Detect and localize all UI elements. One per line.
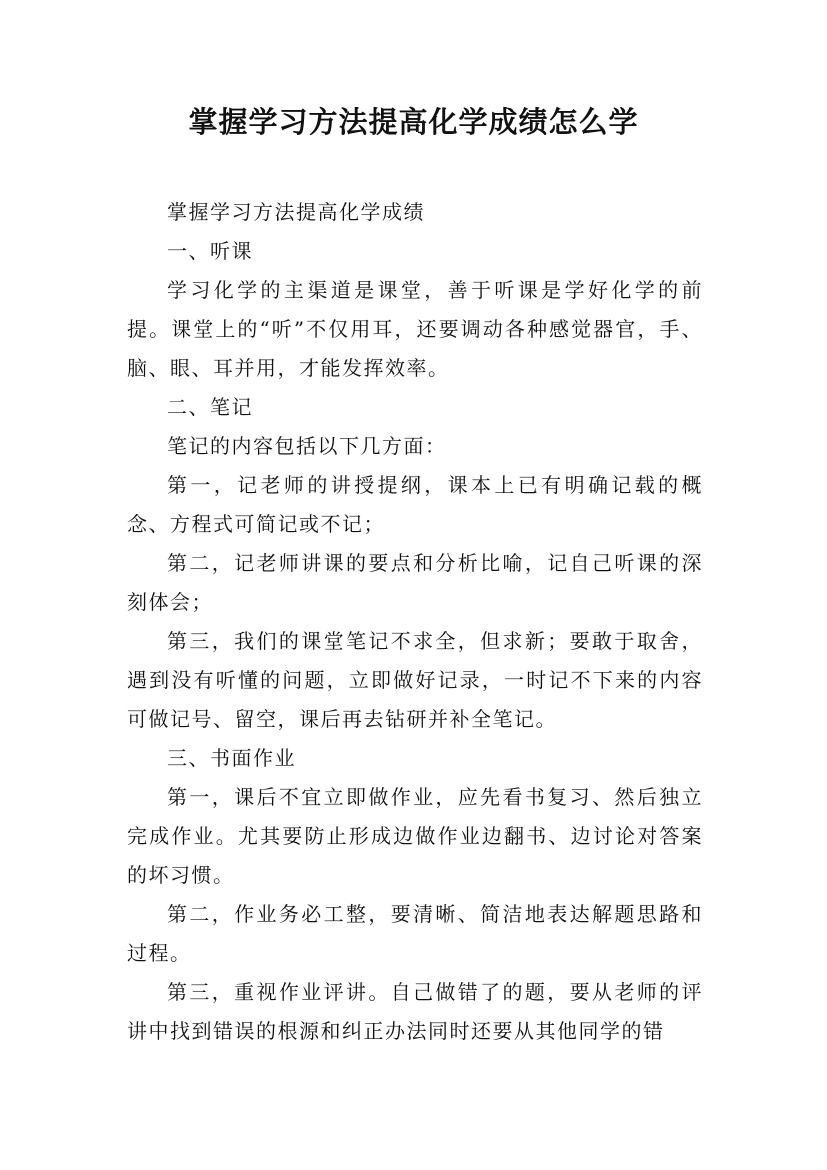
paragraph: 第一，记老师的讲授提纲，课本上已有明确记载的概念、方程式可简记或不记； — [127, 473, 703, 536]
document-body — [127, 193, 703, 1051]
paragraph: 第三，重视作业评讲。自己做错了的题，要从老师的评讲中找到错误的根源和纠正办法同时还要从其他同学的错 — [127, 980, 703, 1043]
paragraph: 学习化学的主渠道是课堂，善于听课是学好化学的前提。课堂上的“听”不仅用耳，还要调动各种感觉器官，手、脑、眼、耳并用，才能发挥效率。 — [127, 278, 703, 380]
paragraph-subtitle: 掌握学习方法提高化学成绩 — [167, 200, 425, 224]
section-heading-listening: 一、听课 — [167, 239, 253, 263]
section-heading-notes: 二、笔记 — [167, 395, 253, 419]
paragraph: 第三，我们的课堂笔记不求全，但求新；要敢于取舍，遇到没有听懂的问题，立即做好记录，一时记不下来的内容可做记号、留空，课后再去钻研并补全笔记。 — [127, 629, 703, 731]
paragraph: 第一，课后不宜立即做作业，应先看书复习、然后独立完成作业。尤其要防止形成边做作业边翻书、边讨论对答案的坏习惯。 — [127, 785, 703, 887]
document-title: 掌握学习方法提高化学成绩怎么学 — [188, 105, 639, 139]
section-heading-homework: 三、书面作业 — [167, 746, 296, 770]
paragraph: 第二，作业务必工整，要清晰、简洁地表达解题思路和过程。 — [127, 902, 703, 965]
paragraph: 笔记的内容包括以下几方面： — [167, 434, 447, 458]
paragraph: 第二，记老师讲课的要点和分析比喻，记自己听课的深刻体会； — [127, 551, 703, 614]
